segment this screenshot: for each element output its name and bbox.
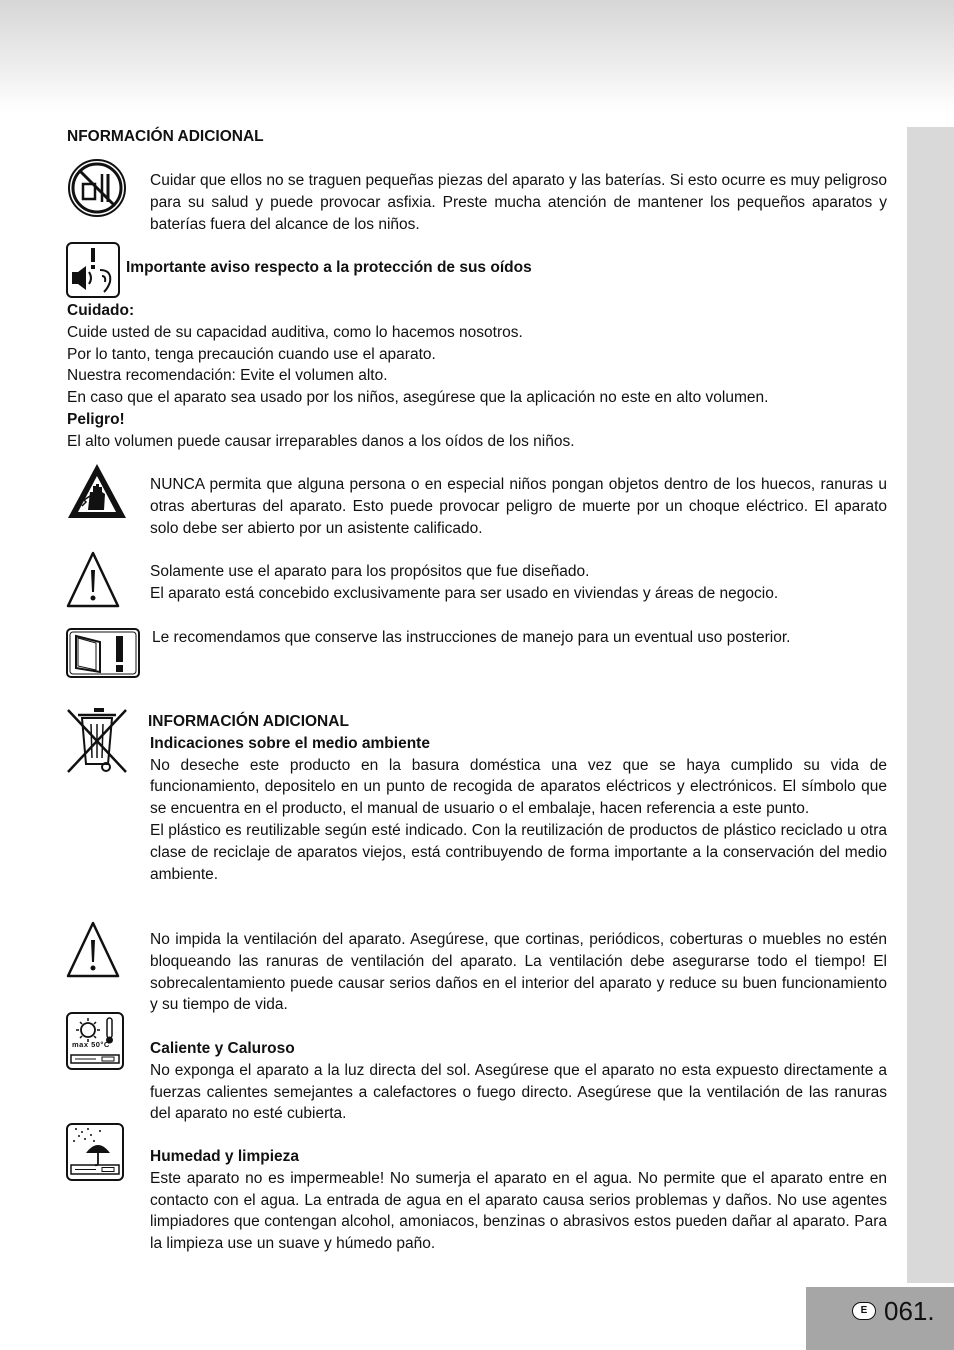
purpose-line: El aparato está concebido exclusivamente para ser usado en viviendas y áreas de negocio. bbox=[150, 584, 779, 602]
ventilation-text: No impida la ventilación del aparato. Asegúrese, que cortinas, periódicos, coberturas o muebles no estén bloqueando las ranuras de ventilación del aparato. La ventilación debe asegurarse todo el tiempo! El sobrecalentamiento puede causar serios daños en el interior del aparato y reduce su buen funcionamiento y su tiempo de vida. bbox=[150, 931, 887, 1014]
environment-paragraph: No deseche este producto en la basura doméstica una vez que se haya cumplido su vida de funcionamiento, depositelo en un punto de recogida de aparatos eléctricos y electrónicos. El símbolo que se encuentra en el producto, el manual de usuario o el embalaje, hacen referencia a este punto. bbox=[150, 756, 887, 818]
hearing-line: Nuestra recomendación: Evite el volumen alto. bbox=[67, 367, 388, 385]
side-tab bbox=[907, 127, 954, 1283]
danger-label: Peligro! bbox=[67, 410, 125, 428]
purpose-line: Solamente use el aparato para los propósitos que fue diseñado. bbox=[150, 563, 590, 580]
humidity-text: Este aparato no es impermeable! No sumerja el aparato en el agua. No permite que el aparato entre en contacto con el agua. La entrada de agua en el aparato causa serios problemas y daños. No use agentes limpiadores que contengan alcohol, amoniacos, benzinas o abrasivos estos pueden dañar al aparato. Para la limpieza use un suave y húmedo paño. bbox=[150, 1169, 887, 1253]
max-temp-label: max 50°C bbox=[72, 1040, 110, 1049]
environment-paragraph: El plástico es reutilizable según esté indicado. Con la reutilización de productos de plástico reciclado u otra clase de reciclaje de aparatos viejos, está contribuyendo de forma importante a la conservación del medio ambiente. bbox=[150, 821, 887, 883]
hearing-line: Cuide usted de su capacidad auditiva, como lo hacemos nosotros. bbox=[67, 323, 523, 341]
environment-title: INFORMACIÓN ADICIONAL bbox=[148, 713, 349, 730]
humidity-section bbox=[150, 1146, 887, 1255]
environment-section bbox=[148, 711, 887, 885]
hearing-section bbox=[67, 300, 897, 453]
environment-subtitle: Indicaciones sobre el medio ambiente bbox=[150, 734, 430, 752]
no-small-parts-icon bbox=[67, 158, 127, 218]
heat-icon bbox=[66, 1012, 124, 1070]
danger-text: El alto volumen puede causar irreparables danos a los oídos de los niños. bbox=[67, 432, 575, 450]
warning-triangle-icon bbox=[66, 550, 120, 608]
hearing-warning-icon bbox=[66, 242, 120, 298]
heat-text: No exponga el aparato a la luz directa del sol. Asegúrese que el aparato no esta expuesto directamente a fuerzas calientes semejantes a calefactores o fuego directo. Asegúrese que la ventilación de las ranuras del aparato no esté cubierta. bbox=[150, 1061, 887, 1123]
caution-label: Cuidado: bbox=[67, 302, 135, 319]
heat-title: Caliente y Caluroso bbox=[150, 1040, 295, 1057]
rain-umbrella-icon bbox=[66, 1123, 124, 1181]
section-title: NFORMACIÓN ADICIONAL bbox=[67, 128, 264, 145]
purpose-text bbox=[150, 561, 887, 605]
hearing-line: En caso que el aparato sea usado por los niños, asegúrese que la aplicación no este en alto volumen. bbox=[67, 389, 769, 407]
manual-icon bbox=[66, 628, 140, 678]
humidity-title: Humedad y limpieza bbox=[150, 1148, 300, 1165]
manual-note: Le recomendamos que conserve las instrucciones de manejo para un eventual uso posterior. bbox=[152, 629, 791, 646]
objects-warning: NUNCA permita que alguna persona o en especial niños pongan objetos dentro de los huecos, ranuras u otras aberturas del aparato. Esto puede provocar peligro de muerte por un choque eléctrico. El aparato solo debe ser abierto por un asistente calificado. bbox=[150, 476, 887, 537]
weee-bin-icon bbox=[66, 706, 128, 774]
language-badge: E bbox=[852, 1302, 876, 1320]
heat-section bbox=[150, 1038, 887, 1125]
children-note: Cuidar que ellos no se traguen pequeñas piezas del aparato y las baterías. Si esto ocurre es muy peligroso para su salud y puede provocar asfixia. Preste mucha atención de mantener los pequeños aparatos y baterías fuera del alcance de los niños. bbox=[150, 172, 887, 233]
hearing-heading: Importante aviso respecto a la protección de sus oídos bbox=[126, 259, 532, 276]
page-number: 061. bbox=[884, 1296, 935, 1326]
hearing-line: Por lo tanto, tenga precaución cuando use el aparato. bbox=[67, 345, 436, 363]
header-band bbox=[0, 0, 954, 112]
warning-triangle-icon bbox=[66, 920, 120, 978]
electric-hazard-icon bbox=[66, 462, 128, 520]
